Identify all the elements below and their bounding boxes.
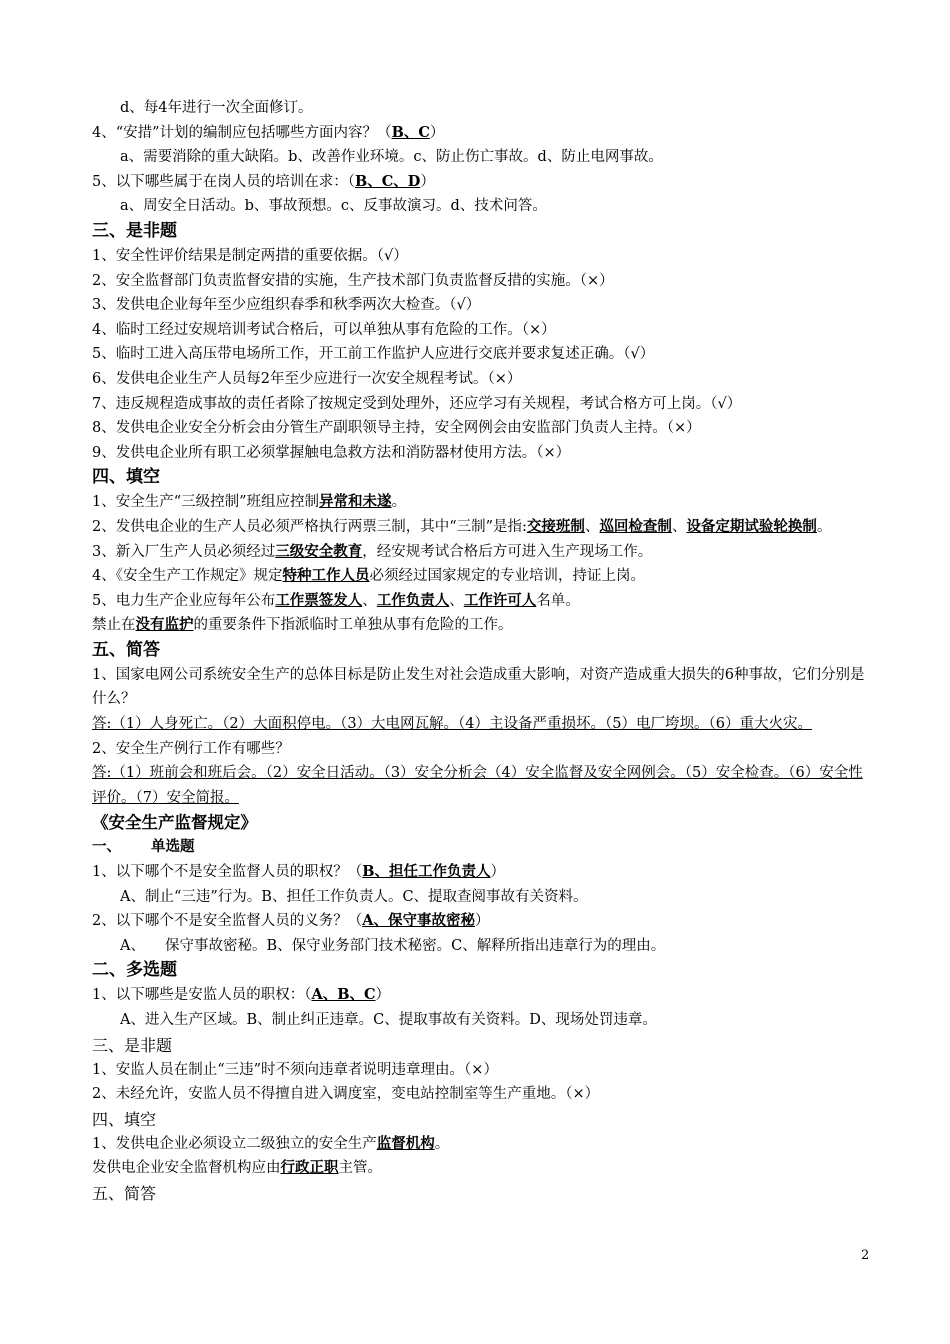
option-line: A、制止“三违”行为。B、担任工作负责人。C、提取查阅事故有关资料。 xyxy=(120,888,588,905)
multi-choice-question: 1、以下哪些是安监人员的职权：（A、B、C） xyxy=(92,986,391,1004)
tf-item: 1、安监人员在制止“三违”时不须向违章者说明违章理由。（×） xyxy=(92,1061,498,1078)
tf-item: 4、临时工经过安规培训考试合格后，可以单独从事有危险的工作。（×） xyxy=(92,321,556,338)
short-answer: 答:（1）人身死亡。（2）大面积停电。（3）大电网瓦解。（4）主设备严重损坏。（5）电厂垮坝。（6）重大火灾。 xyxy=(92,716,812,733)
question-4: 4、“安措”计划的编制应包括哪些方面内容？（B、C） xyxy=(92,123,445,141)
short-question: 2、安全生产例行工作有哪些？ xyxy=(92,740,290,757)
tf-item: 7、违反规程造成事故的责任者除了按规定受到处理外，还应学习有关规程，考试合格方可上岗。（√） xyxy=(92,395,742,412)
section-heading: 三、是非题 xyxy=(92,220,177,241)
section-heading: 二、多选题 xyxy=(92,960,177,981)
single-choice-question: 1、以下哪个不是安全监督人员的职权？（B、担任工作负责人） xyxy=(92,863,505,881)
option-line: a、需要消除的重大缺陷。b、改善作业环境。c、防止伤亡事故。d、防止电网事故。 xyxy=(120,149,663,166)
fill-item: 5、电力生产企业应每年公布工作票签发人、工作负责人、工作许可人名单。 xyxy=(92,591,580,609)
tf-item: 2、未经允许，安监人员不得擅自进入调度室，变电站控制室等生产重地。（×） xyxy=(92,1086,600,1103)
section-heading: 四、填空 xyxy=(92,467,160,488)
fill-item: 2、发供电企业的生产人员必须严格执行两票三制，其中“三制”是指:交接班制、巡回检查制、设备定期试验轮换制。 xyxy=(92,517,832,535)
fill-item: 4、《安全生产工作规定》规定特种工作人员必须经过国家规定的专业培训，持证上岗。 xyxy=(92,567,645,585)
tf-item: 8、发供电企业安全分析会由分管生产副职领导主持，安全网例会由安监部门负责人主持。（×） xyxy=(92,420,701,437)
tf-item: 3、发供电企业每年至少应组织春季和秋季两次大检查。（√） xyxy=(92,297,481,314)
tf-item: 6、发供电企业生产人员每2年至少应进行一次安全规程考试。（×） xyxy=(92,370,522,387)
single-choice-question: 2、以下哪个不是安全监督人员的义务？（A、保守事故密秘） xyxy=(92,912,490,930)
short-answer: 答:（1）班前会和班后会。（2）安全日活动。（3）安全分析会（4）安全监督及安全网例会。（5）安全检查。（6）安全性评价。（7）安全简报。 xyxy=(92,765,863,806)
section-heading: 五、简答 xyxy=(92,639,160,660)
part-title: 《安全生产监督规定》 xyxy=(92,813,257,833)
fill-item: 1、安全生产“三级控制”班组应控制异常和未遂。 xyxy=(92,493,407,511)
section-heading: 五、简答 xyxy=(92,1183,157,1203)
option-line: d、每4年进行一次全面修订。 xyxy=(120,100,313,116)
page-number: 2 xyxy=(861,1248,870,1263)
answer: B、C、D xyxy=(354,172,421,190)
option-line: A、进入生产区域。B、制止纠正违章。C、提取事故有关资料。D、现场处罚违章。 xyxy=(120,1012,657,1028)
section-heading: 四、填空 xyxy=(92,1109,157,1129)
answer: B、C xyxy=(391,123,430,141)
section-heading: 三、是非题 xyxy=(92,1035,173,1055)
fill-item: 3、新入厂生产人员必须经过三级安全教育，经安规考试合格后方可进入生产现场工作。 xyxy=(92,542,653,560)
option-line: a、周安全日活动。b、事故预想。c、反事故演习。d、技术问答。 xyxy=(120,198,547,215)
tf-item: 2、安全监督部门负责监督安措的实施，生产技术部门负责监督反措的实施。（×） xyxy=(92,272,614,289)
fill-item: 发供电企业安全监督机构应由行政正职主管。 xyxy=(92,1159,382,1177)
short-question: 1、国家电网公司系统安全生产的总体目标是防止发生对社会造成重大影响，对资产造成重大损失的6种事故，它们分别是什么？ xyxy=(92,666,865,708)
tf-item: 5、临时工进入高压带电场所工作，开工前工作监护人应进行交底并要求复述正确。（√） xyxy=(92,346,655,363)
tf-item: 9、发供电企业所有职工必须掌握触电急救方法和消防器材使用方法。（×） xyxy=(92,444,571,461)
fill-item: 1、发供电企业必须设立二级独立的安全生产监督机构。 xyxy=(92,1134,450,1152)
fill-item: 禁止在没有监护的重要条件下指派临时工单独从事有危险的工作。 xyxy=(92,616,513,634)
subsection-heading: 一、 单选题 xyxy=(92,839,195,856)
question-5: 5、以下哪些属于在岗人员的培训在求：（B、C、D） xyxy=(92,172,435,190)
tf-item: 1、安全性评价结果是制定两措的重要依据。（√） xyxy=(92,247,408,264)
document-body xyxy=(92,96,870,1206)
option-line: A、 保守事故密秘。B、保守业务部门技术秘密。C、解释所指出违章行为的理由。 xyxy=(120,937,666,954)
